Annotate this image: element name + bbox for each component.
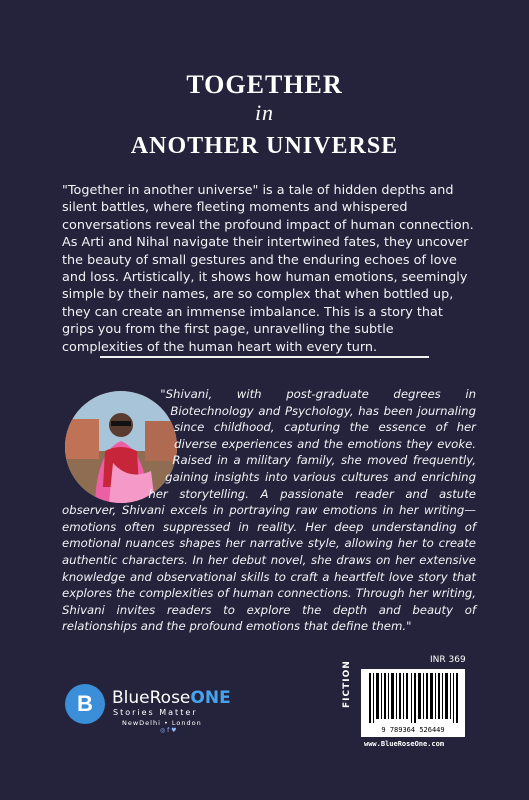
author-bio-text: "Shivani, with post-graduate degrees in Biotechnology and Psychology, has been journaling since childhood, capturing the essence of her diverse experiences and the emotions they evoke. Raised in a military family, she moved frequently, gaining insights into various cultures and enriching her storytelling. A passionate reader and astute observer, Shivani excels in portraying raw emotions in her writing—emotions often suppressed in reality. Her deep understanding of emotional nuances shapes her narrative style, allowing her to create authentic characters. In her debut novel, she draws on her extensive knowledge and observational skills to craft a heartfelt love story that explores the complexities of human connections. Through her writing, Shivani invites readers to explore the depth and beauty of relationships and the profound emotions that define them." xyxy=(62,387,476,634)
book-title-line3: ANOTHER UNIVERSE xyxy=(130,133,399,159)
book-title-line2: in xyxy=(254,100,275,125)
book-title-line1: TOGETHER xyxy=(186,70,343,99)
isbn-digits: 9 789364 526449 xyxy=(381,726,445,734)
social-icons: ◎ f ♥ xyxy=(160,727,177,734)
publisher-website: www.BlueRoseOne.com xyxy=(364,740,445,748)
price-label: INR 369 xyxy=(430,655,466,665)
publisher-tagline: Stories Matter xyxy=(113,708,198,717)
publisher-locations: NewDelhi • London xyxy=(122,719,202,727)
publisher-logo xyxy=(65,684,105,724)
publisher-name-accent: ONE xyxy=(190,688,231,708)
publisher-name-main: BlueRose xyxy=(112,688,191,708)
divider xyxy=(100,356,429,358)
author-bio xyxy=(62,386,476,635)
barcode-bars xyxy=(361,669,465,727)
publisher-name xyxy=(112,688,231,708)
photo-wrap-space xyxy=(62,386,176,492)
publisher-logo-letter: B xyxy=(77,691,93,716)
book-blurb: "Together in another universe" is a tale of hidden depths and silent battles, where fleeting moments and whispered conversations reveal the profound impact of human connection. As Arti and Nihal navigate their intertwined fates, they uncover the beauty of small gestures and the enduring echoes of love and loss. Artistically, it shows how human emotions, seemingly simple by their names, are so complex that when bottled up, they can create an immense imbalance. This is a story that grips you from the first page, unravelling the subtle complexities of the human heart with every turn. xyxy=(62,183,474,355)
genre-label: FICTION xyxy=(342,660,352,708)
